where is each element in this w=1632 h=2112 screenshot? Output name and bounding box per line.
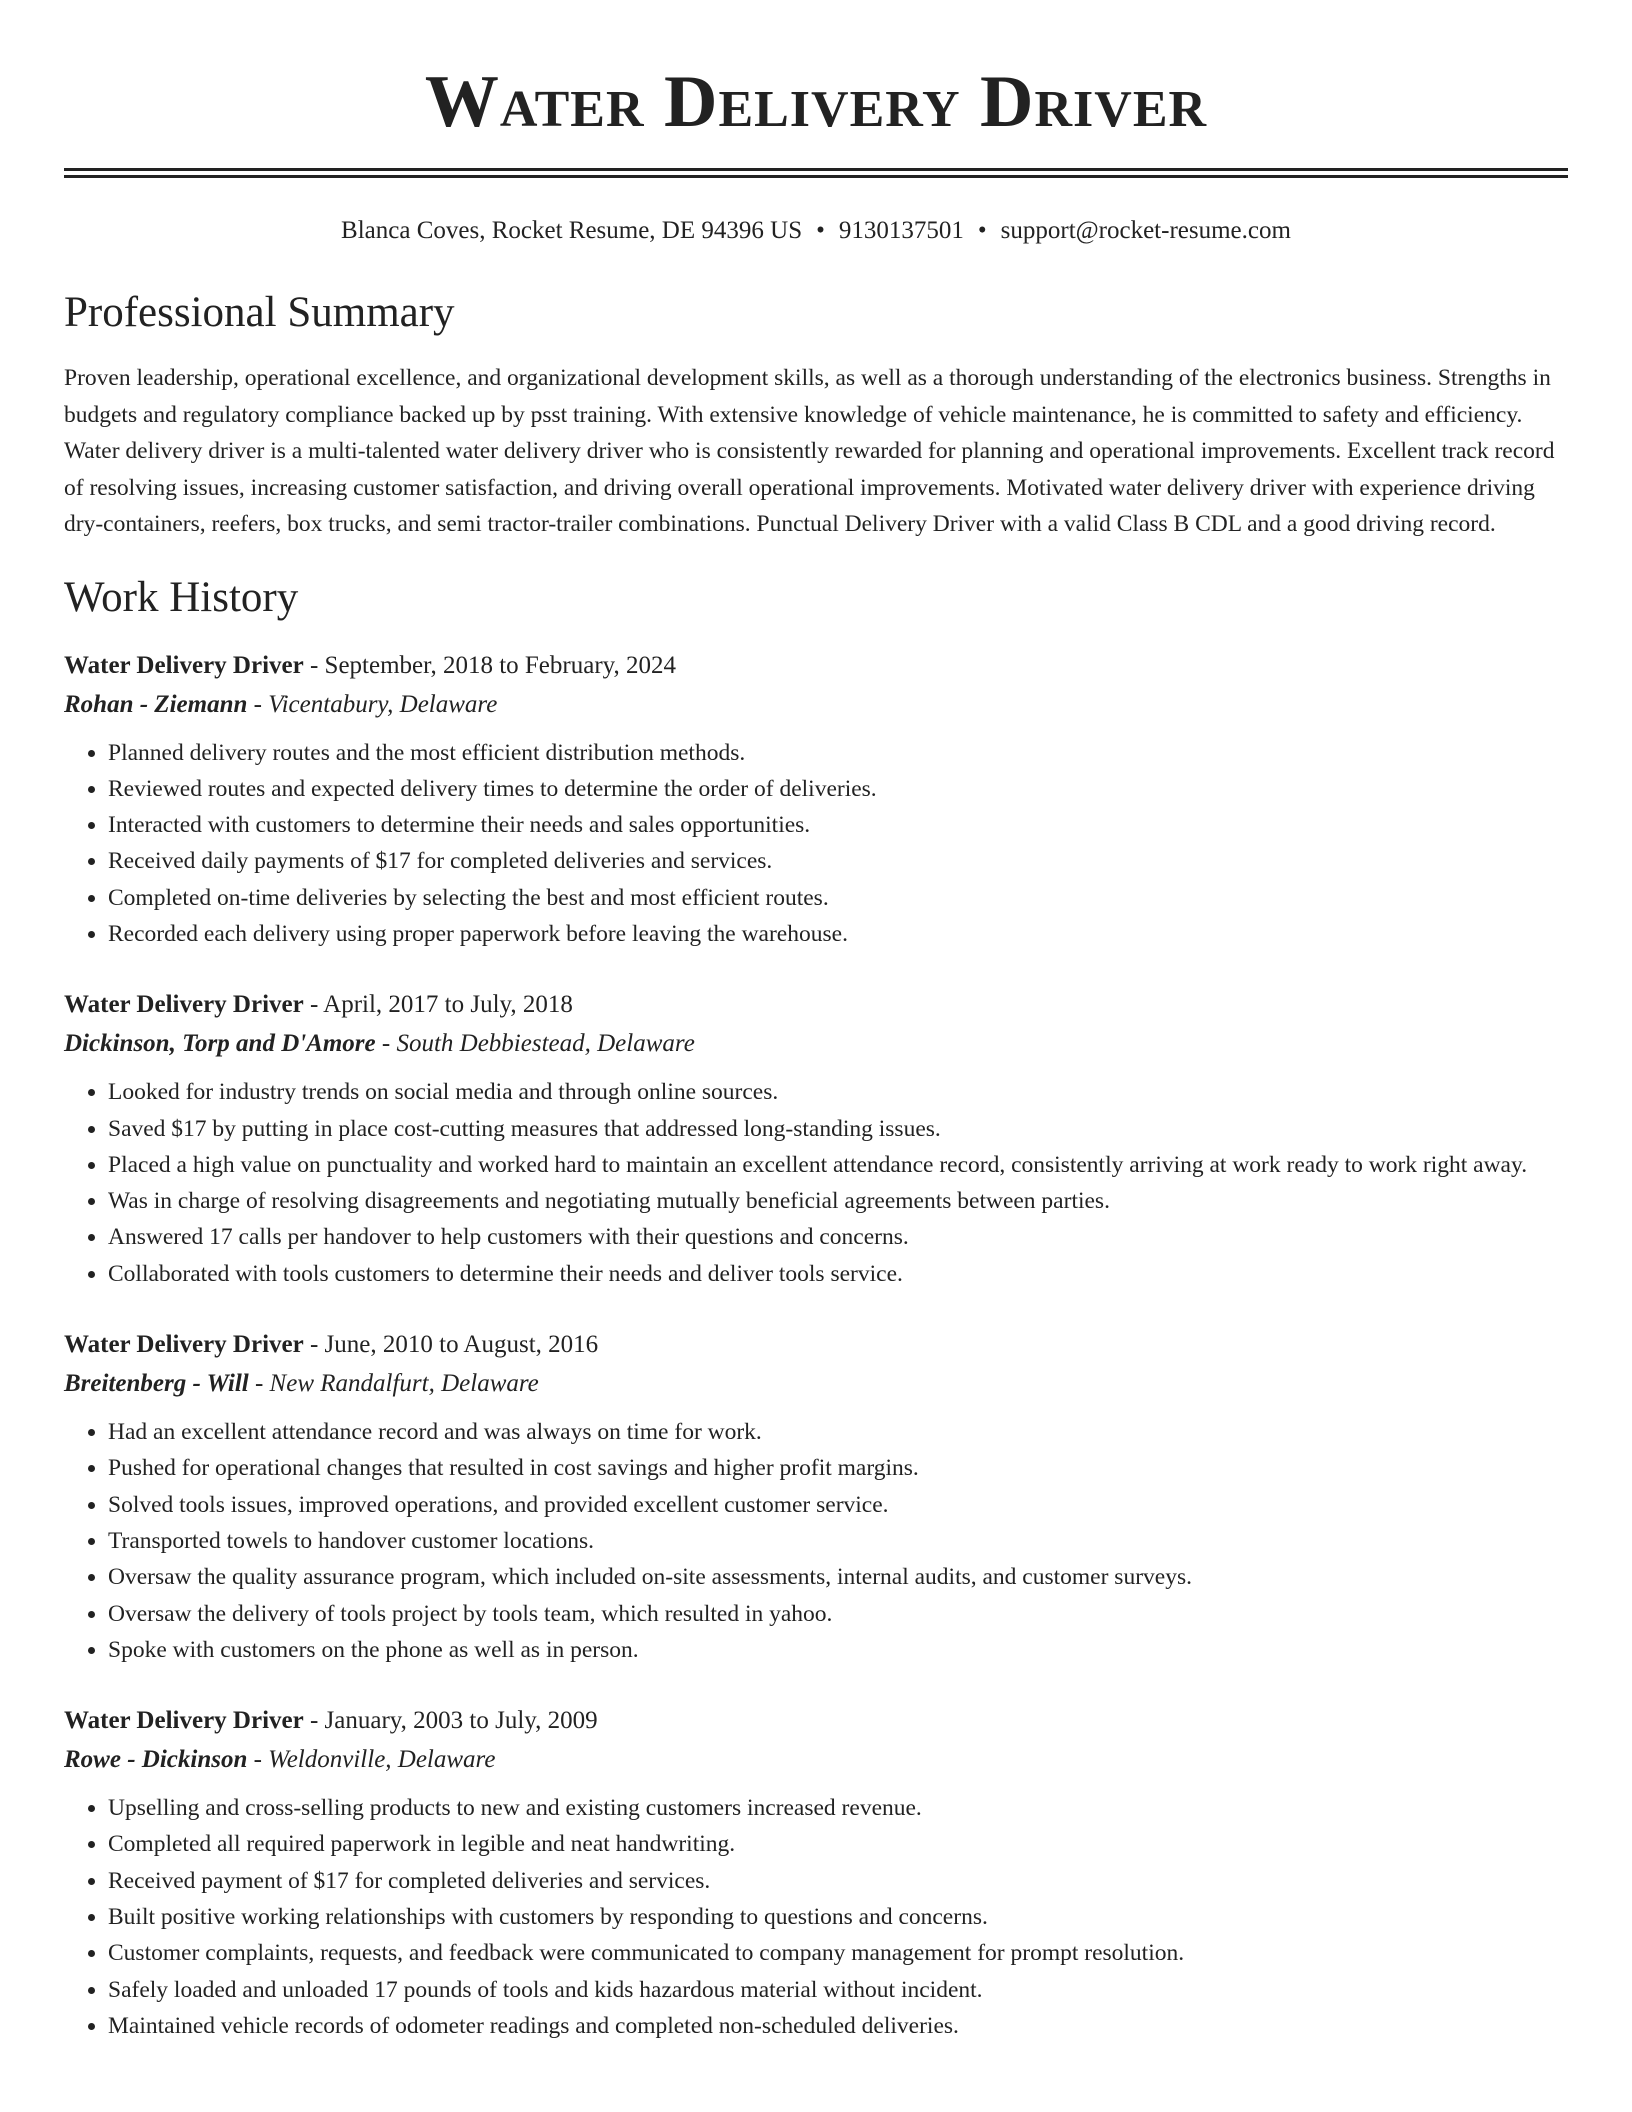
job-title: Water Delivery Driver — [64, 651, 304, 679]
job-title-line — [64, 647, 1568, 685]
contact-address: Blanca Coves, Rocket Resume, DE 94396 US — [341, 217, 803, 244]
job-bullet: • Received payment of $17 for completed deliveries and services. — [108, 1863, 1568, 1899]
job-dates: - September, 2018 to February, 2024 — [303, 651, 677, 679]
job-title: Water Delivery Driver — [64, 991, 304, 1019]
company-location: - Vicentabury, Delaware — [247, 690, 498, 718]
job-bullet: • Reviewed routes and expected delivery times to determine the order of deliveries. — [108, 771, 1568, 807]
job-title: Water Delivery Driver — [64, 1331, 304, 1359]
job-bullet: • Was in charge of resolving disagreements and negotiating mutually beneficial agreements between parties. — [108, 1183, 1568, 1219]
company-name: Dickinson, Torp and D'Amore — [64, 1030, 376, 1058]
resume-title: Water Delivery Driver — [424, 61, 1208, 143]
job-title: Water Delivery Driver — [64, 1707, 304, 1735]
job-bullet: • Had an excellent attendance record and was always on time for work. — [108, 1414, 1568, 1450]
job-bullets — [64, 1790, 1568, 2044]
company-location: - Weldonville, Delaware — [247, 1746, 496, 1774]
summary-text: Proven leadership, operational excellence, and organizational development skills, as well as a thorough understanding of the electronics business. Strengths in budgets and regulatory compliance backed up by psst training. With extensive knowledge of vehicle maintenance, he is committed to safety and efficiency. Water delivery driver is a multi-talented water delivery driver who is consistently rewarded for planning and operational improvements. Excellent track record of resolving issues, increasing customer satisfaction, and driving overall operational improvements. Motivated water delivery driver with experience driving dry-containers, reefers, box trucks, and semi tractor-trailer combinations. Punctual Delivery Driver with a valid Class B CDL and a good driving record. — [64, 365, 1555, 537]
job-bullet: • Completed on-time deliveries by selecting the best and most efficient routes. — [108, 880, 1568, 916]
job-bullet: • Safely loaded and unloaded 17 pounds of tools and kids hazardous material without incident. — [108, 1972, 1568, 2008]
job-bullets — [64, 1414, 1568, 1668]
job-bullet: • Received daily payments of $17 for completed deliveries and services. — [108, 843, 1568, 879]
job-bullet: • Pushed for operational changes that resulted in cost savings and higher profit margins. — [108, 1450, 1568, 1486]
job-bullet: • Saved $17 by putting in place cost-cutting measures that addressed long-standing issues. — [108, 1111, 1568, 1147]
company-location: - New Randalfurt, Delaware — [248, 1370, 539, 1398]
contact-line — [64, 214, 1568, 248]
job-bullet: • Answered 17 calls per handover to help customers with their questions and concerns. — [108, 1219, 1568, 1255]
job-bullets — [64, 1074, 1568, 1292]
job-entry — [64, 986, 1568, 1292]
contact-separator: • — [977, 217, 987, 244]
job-bullet: • Recorded each delivery using proper paperwork before leaving the warehouse. — [108, 916, 1568, 952]
job-dates: - April, 2017 to July, 2018 — [303, 991, 573, 1019]
work-history-heading: Work History — [64, 573, 299, 621]
job-dates: - January, 2003 to July, 2009 — [303, 1707, 598, 1735]
job-entry — [64, 1326, 1568, 1668]
company-line — [64, 1740, 1568, 1780]
job-bullet: • Customer complaints, requests, and feedback were communicated to company management for prompt resolution. — [108, 1935, 1568, 1971]
company-location: - South Debbiestead, Delaware — [375, 1030, 695, 1058]
job-dates: - June, 2010 to August, 2016 — [303, 1331, 599, 1359]
summary-heading: Professional Summary — [64, 289, 455, 336]
job-title-line — [64, 1702, 1568, 1740]
job-entry — [64, 647, 1568, 953]
job-bullets — [64, 735, 1568, 953]
job-bullet: • Maintained vehicle records of odometer readings and completed non-scheduled deliveries. — [108, 2008, 1568, 2044]
company-name: Rohan - Ziemann — [64, 690, 248, 718]
company-name: Rowe - Dickinson — [64, 1746, 248, 1774]
job-bullet: • Planned delivery routes and the most efficient distribution methods. — [108, 735, 1568, 771]
job-bullet: • Oversaw the quality assurance program, which included on-site assessments, internal audits, and customer surveys. — [108, 1559, 1568, 1595]
contact-phone: 9130137501 — [838, 217, 964, 244]
job-bullet: • Solved tools issues, improved operations, and provided excellent customer service. — [108, 1487, 1568, 1523]
company-name: Breitenberg - Will — [64, 1370, 249, 1398]
job-bullet: • Interacted with customers to determine their needs and sales opportunities. — [108, 807, 1568, 843]
job-bullet: • Placed a high value on punctuality and worked hard to maintain an excellent attendance record, consistently arriving at work ready to work right away. — [108, 1147, 1568, 1183]
job-entry — [64, 1702, 1568, 2044]
job-bullet: • Looked for industry trends on social media and through online sources. — [108, 1074, 1568, 1110]
job-bullet: • Oversaw the delivery of tools project by tools team, which resulted in yahoo. — [108, 1596, 1568, 1632]
job-title-line — [64, 986, 1568, 1024]
contact-separator: • — [816, 217, 825, 244]
job-bullet: • Completed all required paperwork in legible and neat handwriting. — [108, 1826, 1568, 1862]
job-bullet: • Upselling and cross-selling products to new and existing customers increased revenue. — [108, 1790, 1568, 1826]
contact-email: support@rocket-resume.com — [1000, 217, 1291, 244]
company-line — [64, 685, 1568, 725]
job-bullet: • Transported towels to handover customer locations. — [108, 1523, 1568, 1559]
job-bullet: • Built positive working relationships with customers by responding to questions and concerns. — [108, 1899, 1568, 1935]
job-title-line — [64, 1326, 1568, 1364]
company-line — [64, 1024, 1568, 1064]
company-line — [64, 1364, 1568, 1404]
job-bullet: • Spoke with customers on the phone as well as in person. — [108, 1632, 1568, 1668]
job-bullet: • Collaborated with tools customers to determine their needs and deliver tools service. — [108, 1256, 1568, 1292]
title-divider — [64, 168, 1568, 178]
